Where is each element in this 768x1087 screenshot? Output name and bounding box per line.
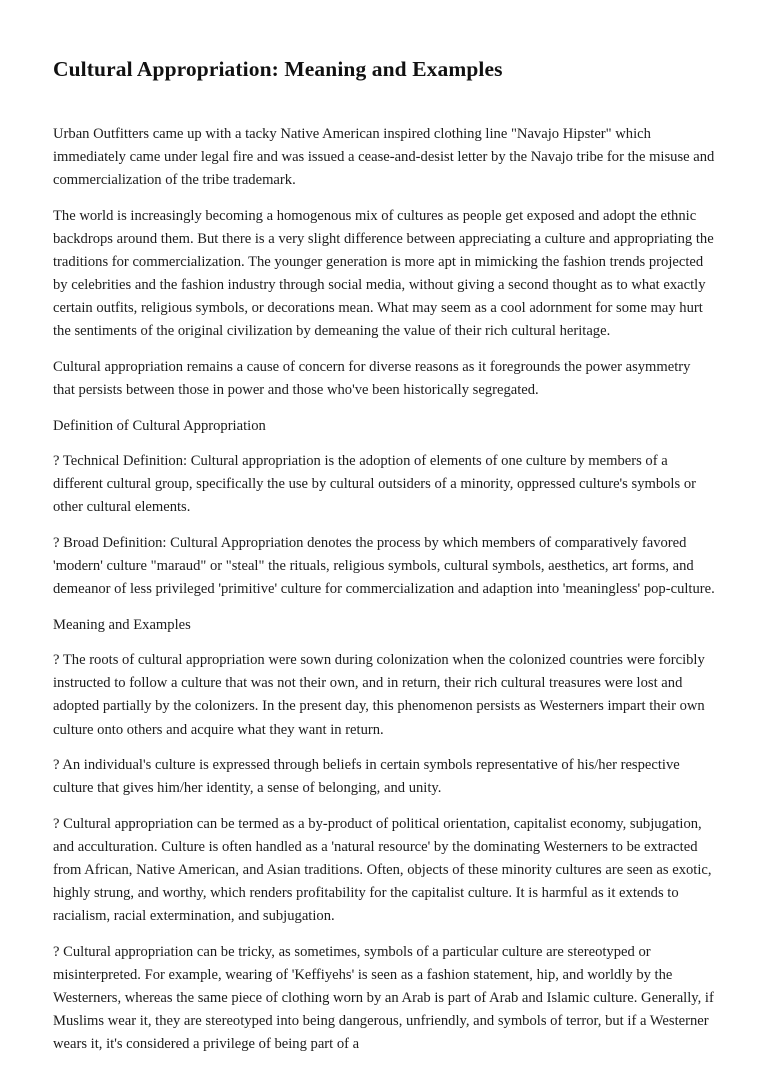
section-heading-meaning: Meaning and Examples	[53, 616, 191, 633]
paragraph-spacer	[53, 800, 715, 813]
paragraph-keffiyehs: ? Cultural appropriation can be tricky, as sometimes, symbols of a particular culture are stereotyped or misinterpreted. For example, wearing of 'Keffiyehs' is seen as a fashion statement, hip, and worldly by the Westerners, whereas the same piece of clothing worn by an Arab is part of Arab and Islamic culture. Generally, if Muslims wear it, they are stereotyped into being dangerous, unfriendly, and symbols of terror, but if a Westerner wears it, it's considered a privilege of being part of a	[53, 943, 714, 1053]
paragraph-spacer	[53, 343, 715, 356]
paragraph-broad-definition: ? Broad Definition: Cultural Appropriation denotes the process by which members of comparatively favored 'modern' culture "maraud" or "steal" the rituals, religious symbols, cultural symbols, aesthetics, art forms, and demeanor of less privileged 'primitive' culture for commercialization and adaption into 'meaningless' pop-culture.	[53, 534, 715, 598]
paragraph-spacer	[53, 438, 715, 451]
paragraph-spacer	[53, 519, 715, 532]
paragraph-by-product: ? Cultural appropriation can be termed as a by-product of political orientation, capitalist economy, subjugation, and acculturation. Culture is often handled as a 'natural resource' by the dominating Westerners to be extracted from African, Native American, and Asian traditions. Often, objects of these minority cultures are seen as exotic, highly strung, and worthy, which renders profitability for the capitalist culture. It is harmful as it extends to racialism, racial extermination, and subjugation.	[53, 815, 712, 925]
paragraph-spacer	[53, 928, 715, 941]
paragraph-individual-culture: ? An individual's culture is expressed through beliefs in certain symbols representative of his/her respective culture that gives him/her identity, a sense of belonging, and unity.	[53, 757, 680, 797]
title-spacer	[53, 82, 715, 123]
paragraph-roots-colonization: ? The roots of cultural appropriation were sown during colonization when the colonized countries were forcibly instructed to follow a culture that was not their own, and in return, their rich cultural treasures were lost and adopted partially by the colonizers. In the present day, this phenomenon persists as Westerners impart their own culture onto others and acquire what they want in return.	[53, 652, 705, 738]
paragraph-intro: Urban Outfitters came up with a tacky Native American inspired clothing line "Navajo Hipster" which immediately came under legal fire and was issued a cease-and-desist letter by the Navajo tribe for the misuse and commercialization of the tribe trademark.	[53, 126, 715, 189]
paragraph-homogenous-mix: The world is increasingly becoming a homogenous mix of cultures as people get exposed and adopt the ethnic backdrops around them. But there is a very slight difference between appreciating a culture and appropriating the traditions for commercialization. The younger generation is more apt in mimicking the fashion trends projected by celebrities and the fashion industry through social media, without giving a second thought as to what exactly certain outfits, religious symbols, or decorations mean. What may seem as a cool adornment for some may hurt the sentiments of the original civilization by demeaning the value of their rich cultural heritage.	[53, 207, 714, 340]
page-title: Cultural Appropriation: Meaning and Examples	[53, 57, 503, 81]
paragraph-technical-definition: ? Technical Definition: Cultural appropriation is the adoption of elements of one culture by members of a different cultural group, specifically the use by cultural outsiders of a minority, oppressed culture's symbols or other cultural elements.	[53, 453, 696, 516]
paragraph-spacer	[53, 742, 715, 755]
paragraph-power-asymmetry: Cultural appropriation remains a cause of concern for diverse reasons as it foregrounds the power asymmetry that persists between those in power and those who've been historically segregated.	[53, 358, 691, 398]
section-heading-definition: Definition of Cultural Appropriation	[53, 417, 266, 434]
paragraph-spacer	[53, 637, 715, 650]
paragraph-spacer	[53, 402, 715, 415]
paragraph-spacer	[53, 601, 715, 614]
paragraph-spacer	[53, 192, 715, 205]
